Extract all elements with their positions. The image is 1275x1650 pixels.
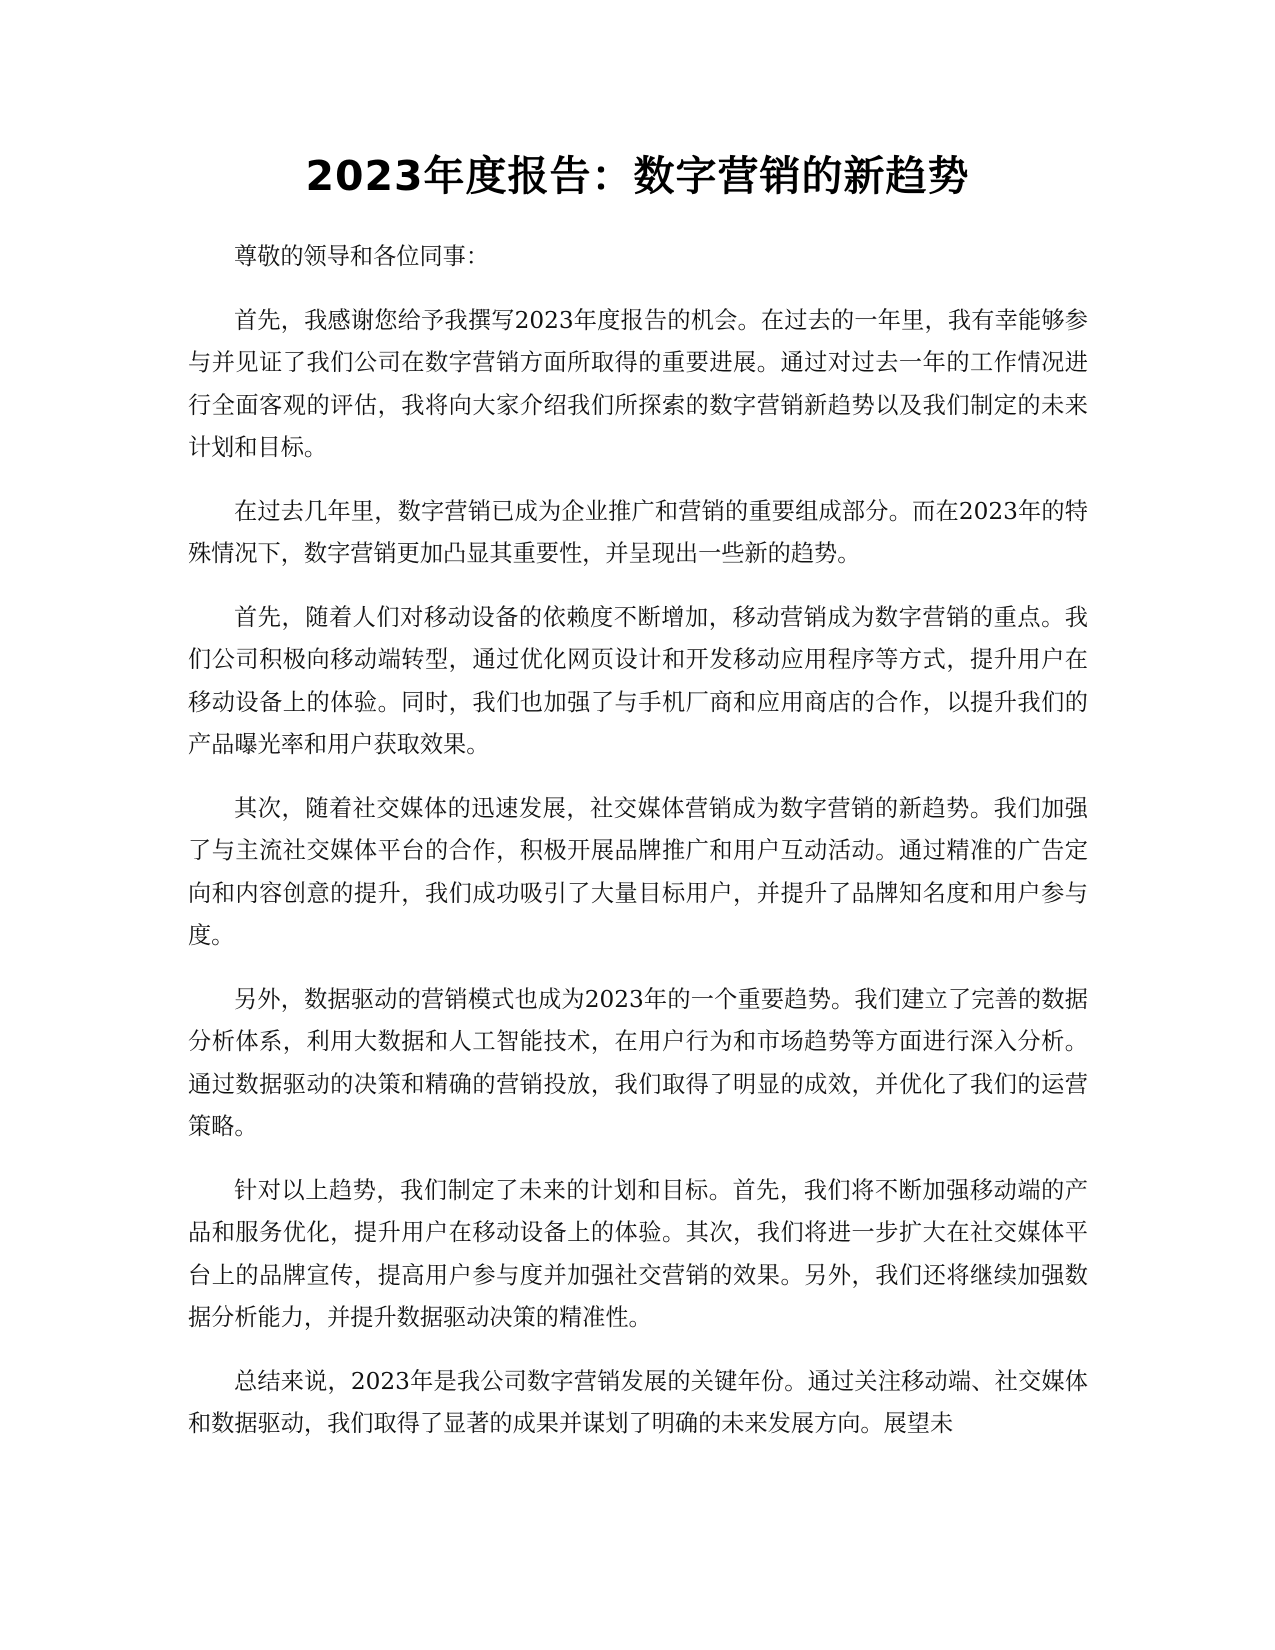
document-title: 2023年度报告：数字营销的新趋势 — [305, 152, 970, 200]
paragraph-intro: 首先，我感谢您给予我撰写2023年度报告的机会。在过去的一年里，我有幸能够参与并见证了我们公司在数字营销方面所取得的重要进展。通过对过去一年的工作情况进行全面客观的评估，我将向大家介绍我们所探索的数字营销新趋势以及我们制定的未来计划和目标。 — [188, 306, 1088, 461]
paragraph-social-trend: 其次，随着社交媒体的迅速发展，社交媒体营销成为数字营销的新趋势。我们加强了与主流社交媒体平台的合作，积极开展品牌推广和用户互动活动。通过精准的广告定向和内容创意的提升，我们成功吸引了大量目标用户，并提升了品牌知名度和用户参与度。 — [188, 794, 1088, 949]
salutation: 尊敬的领导和各位同事： — [234, 243, 490, 270]
paragraph-background: 在过去几年里，数字营销已成为企业推广和营销的重要组成部分。而在2023年的特殊情况下，数字营销更加凸显其重要性，并呈现出一些新的趋势。 — [188, 497, 1088, 567]
paragraph-future-plans: 针对以上趋势，我们制定了未来的计划和目标。首先，我们将不断加强移动端的产品和服务优化，提升用户在移动设备上的体验。其次，我们将进一步扩大在社交媒体平台上的品牌宣传，提高用户参与度并加强社交营销的效果。另外，我们还将继续加强数据分析能力，并提升数据驱动决策的精准性。 — [188, 1176, 1088, 1331]
paragraph-summary: 总结来说，2023年是我公司数字营销发展的关键年份。通过关注移动端、社交媒体和数据驱动，我们取得了显著的成果并谋划了明确的未来发展方向。展望未 — [188, 1367, 1088, 1437]
paragraph-mobile-trend: 首先，随着人们对移动设备的依赖度不断增加，移动营销成为数字营销的重点。我们公司积极向移动端转型，通过优化网页设计和开发移动应用程序等方式，提升用户在移动设备上的体验。同时，我们也加强了与手机厂商和应用商店的合作，以提升我们的产品曝光率和用户获取效果。 — [188, 603, 1088, 758]
document-body — [188, 236, 1088, 1467]
paragraph-data-trend: 另外，数据驱动的营销模式也成为2023年的一个重要趋势。我们建立了完善的数据分析体系，利用大数据和人工智能技术，在用户行为和市场趋势等方面进行深入分析。通过数据驱动的决策和精确的营销投放，我们取得了明显的成效，并优化了我们的运营策略。 — [188, 985, 1088, 1140]
